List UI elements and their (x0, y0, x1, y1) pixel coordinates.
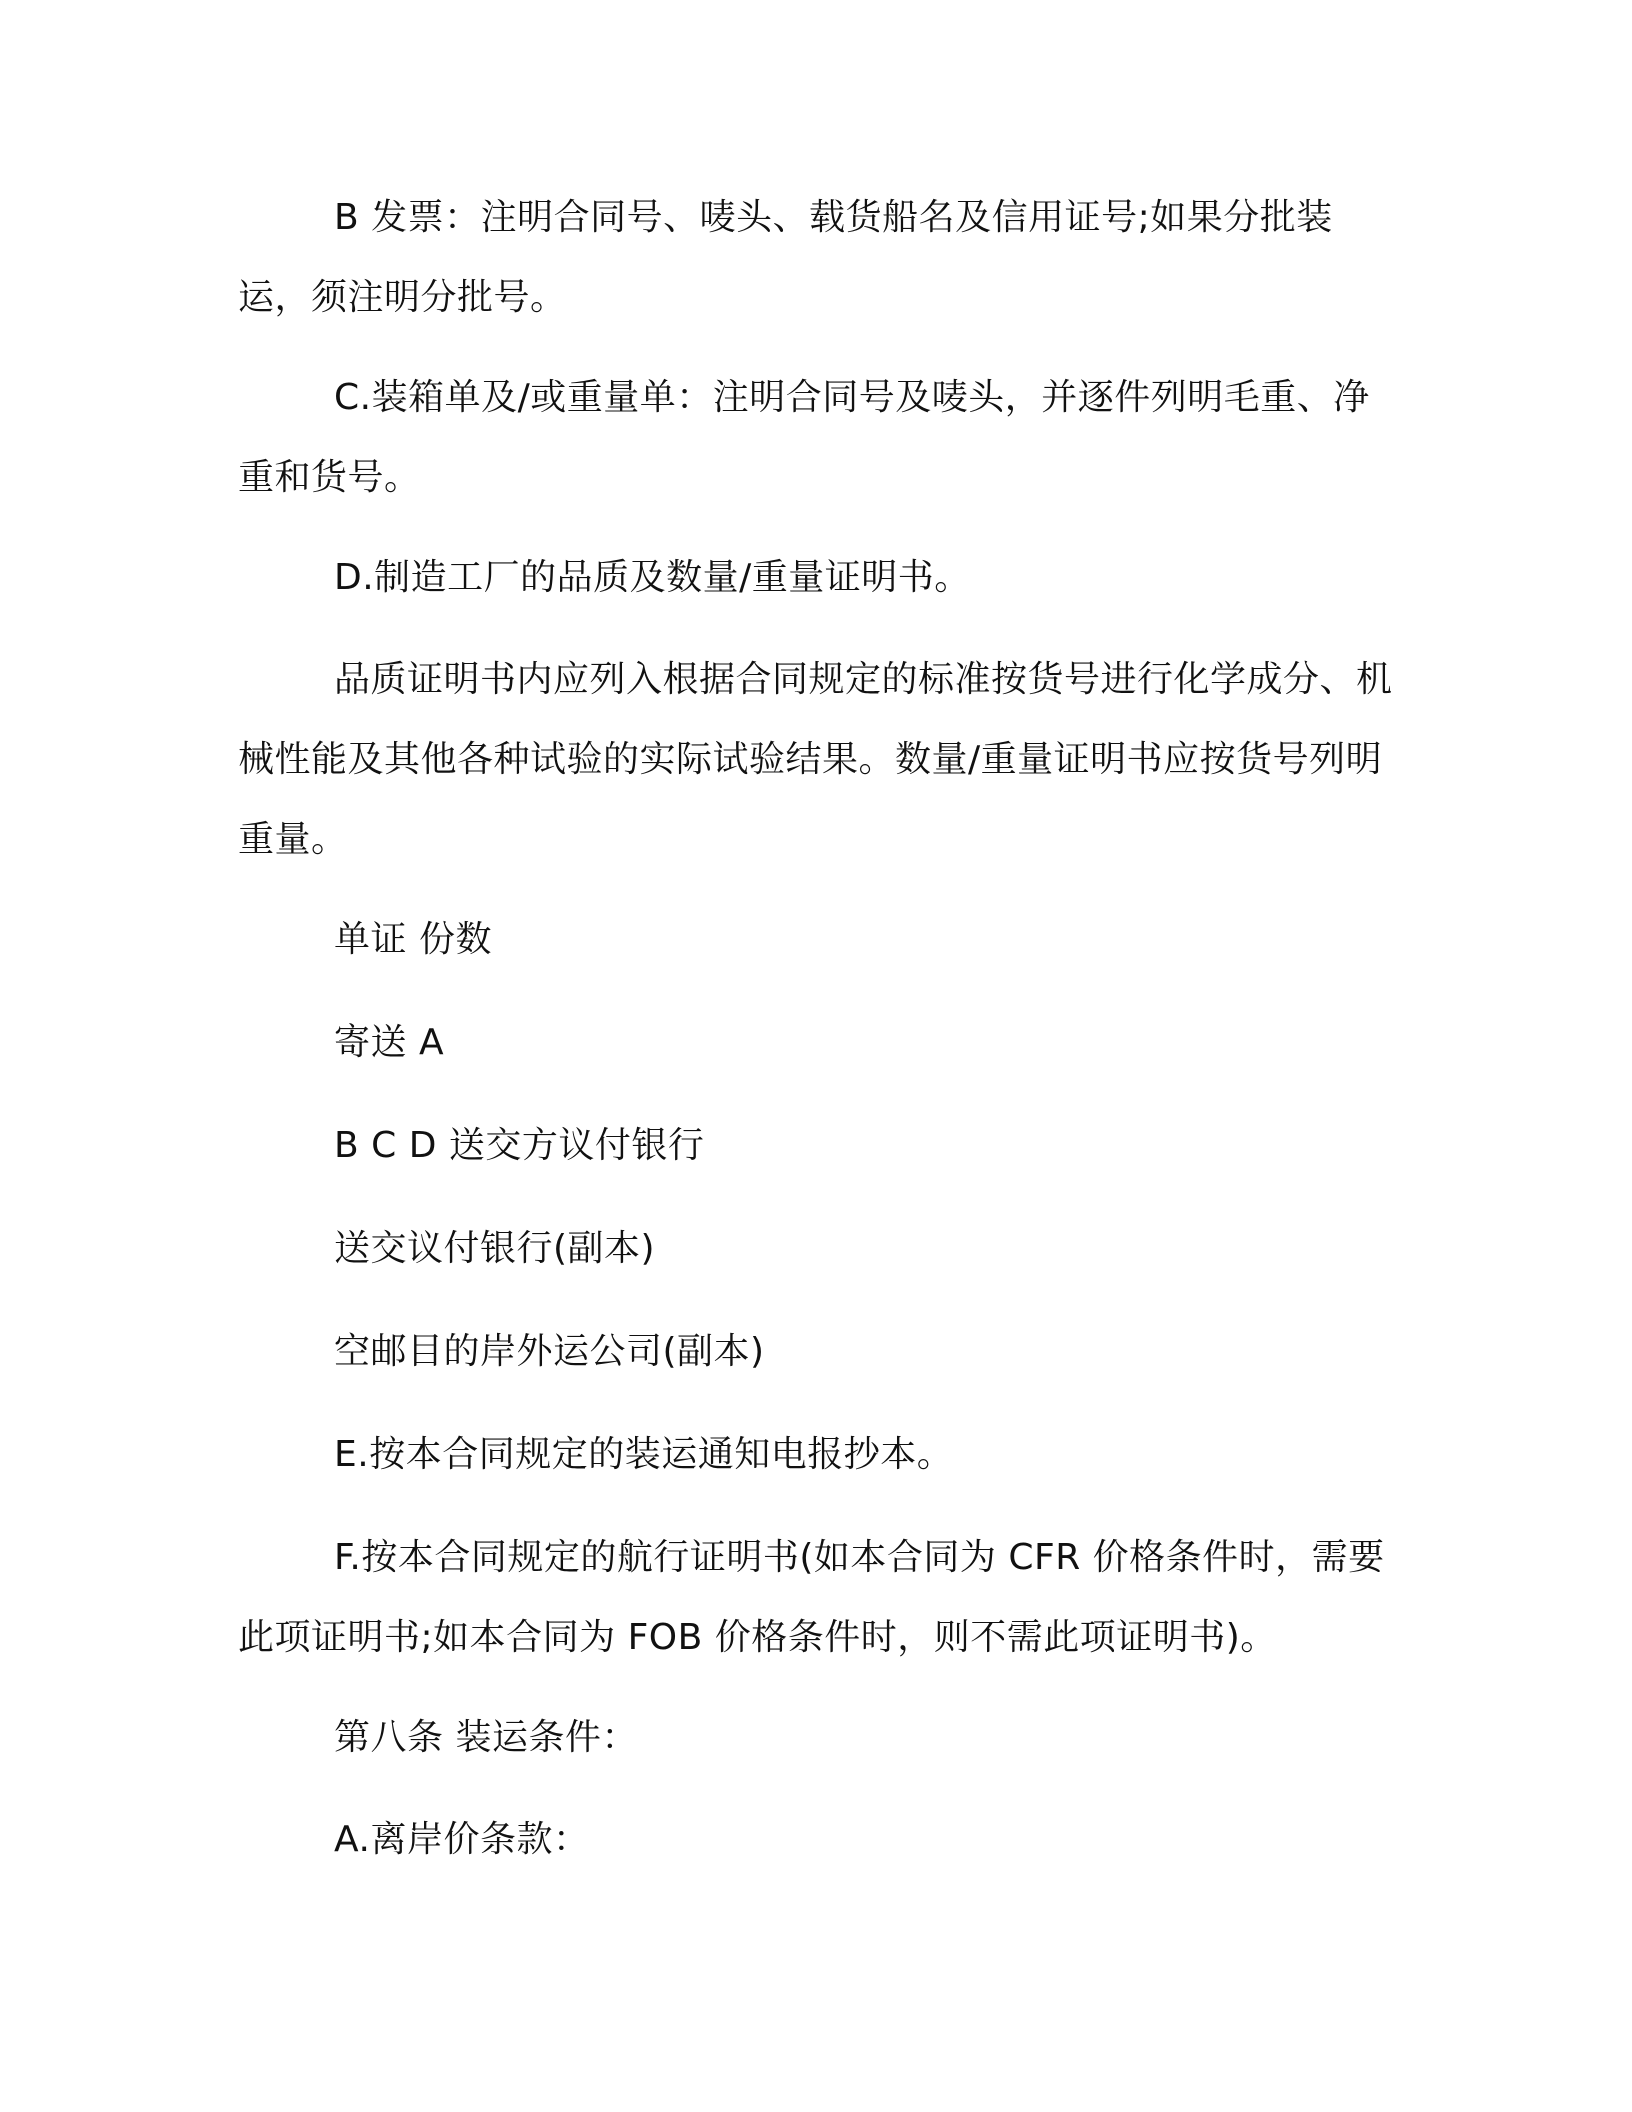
article-eight-heading: 第八条 装运条件： (334, 1717, 638, 1758)
paragraph-manufacturer-certificate: D.制造工厂的品质及数量/重量证明书。 (334, 557, 971, 598)
paragraph-shipping-advice: E.按本合同规定的装运通知电报抄本。 (334, 1434, 954, 1475)
bcd-negotiating-bank-line: B C D 送交方议付银行 (334, 1125, 705, 1166)
documents-copies-header: 单证 份数 (334, 919, 492, 960)
paragraph-navigation-certificate: F.按本合同规定的航行证明书(如本合同为 CFR 价格条件时，需要此项证明书;如本合同为 FOB 价格条件时，则不需此项证明书)。 (238, 1537, 1385, 1658)
send-a-line: 寄送 A (334, 1022, 445, 1063)
paragraph-packing-list: C.装箱单及/或重量单：注明合同号及唛头，并逐件列明毛重、净重和货号。 (238, 377, 1370, 498)
airmail-destination-line: 空邮目的岸外运公司(副本) (334, 1331, 765, 1372)
paragraph-invoice: B 发票：注明合同号、唛头、载货船名及信用证号;如果分批装运，须注明分批号。 (238, 197, 1333, 318)
paragraph-quality-certificate: 品质证明书内应列入根据合同规定的标准按货号进行化学成分、机械性能及其他各种试验的实际试验结果。数量/重量证明书应按货号列明重量。 (238, 659, 1393, 860)
negotiating-bank-copy-line: 送交议付银行(副本) (334, 1228, 656, 1269)
fob-clause-heading: A.离岸价条款： (334, 1819, 590, 1860)
